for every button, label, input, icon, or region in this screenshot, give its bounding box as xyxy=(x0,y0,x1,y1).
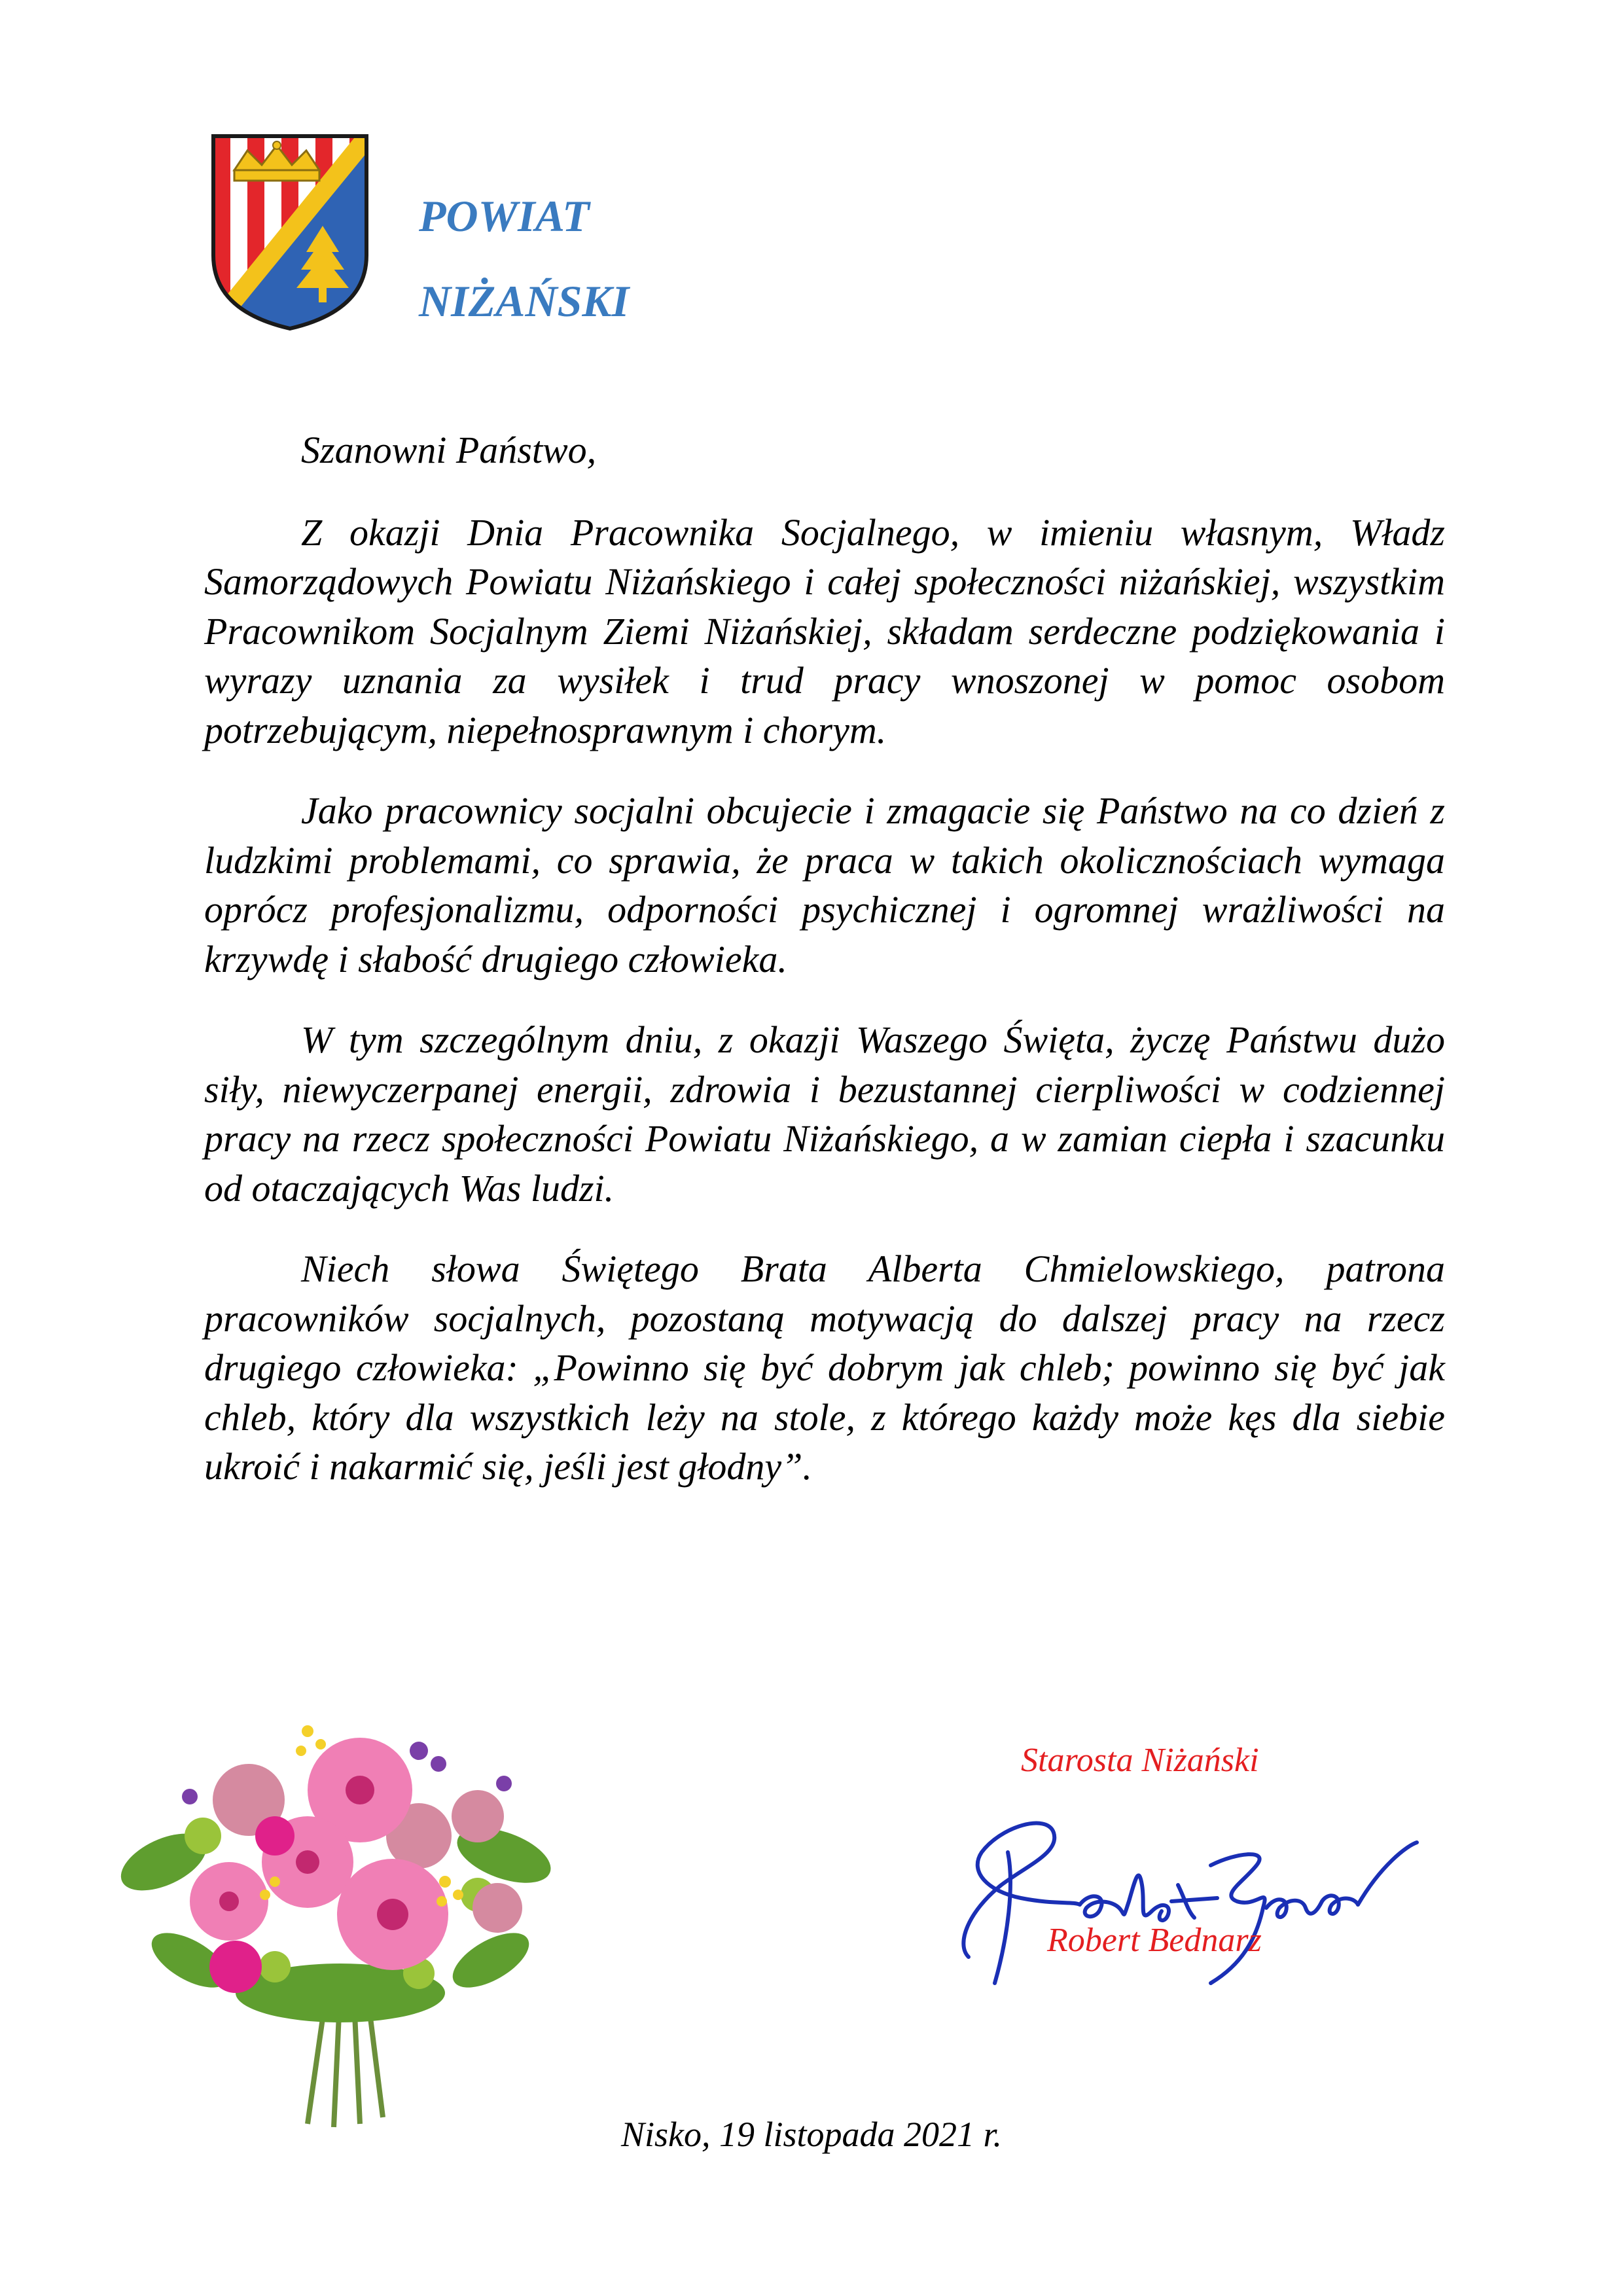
coat-of-arms-icon xyxy=(208,131,372,334)
paragraph-2: Jako pracownicy socjalni obcujecie i zmagacie się Państwo na co dzień z ludzkimi problemami, co sprawia, że praca w takich okolicznościach wymaga oprócz profesjonalizmu, odporności psychicznej i ogromnej wrażliwości na krzywdę i słabość drugiego człowieka. xyxy=(204,789,1445,980)
signature-title: Starosta Niżański xyxy=(1021,1742,1259,1779)
place-and-date: Nisko, 19 listopada 2021 r. xyxy=(620,2115,1003,2154)
header-title xyxy=(419,173,629,344)
salutation: Szanowni Państwo, xyxy=(301,429,597,471)
paragraph-1: Z okazji Dnia Pracownika Socjalnego, w imieniu własnym, Władz Samorządowych Powiatu Niżańskiego i całej społeczności niżańskiej, wszystkim Pracownikom Socjalnym Ziemi Niżańskiej, składam serdeczne podziękowania i wyrazy uznania za wysiłek i trud pracy wnoszonej w pomoc osobom potrzebującym, niepełnosprawnym i chorym. xyxy=(204,511,1445,751)
paragraph-3: W tym szczególnym dniu, z okazji Waszego Święta, życzę Państwu dużo siły, niewyczerpanej energii, zdrowia i bezustannej cierpliwości w codziennej pracy na rzecz społeczności Powiatu Niżańskiego, a w zamian ciepła i szacunku od otaczających Was ludzi. xyxy=(204,1018,1445,1210)
letter-body xyxy=(204,425,1445,1523)
flower-bouquet-icon xyxy=(111,1685,569,2130)
header-title-line2: NIŻAŃSKI xyxy=(419,276,630,326)
header-title-line1: POWIAT xyxy=(419,191,590,241)
signature-name: Robert Bednarz xyxy=(1047,1922,1262,1959)
paragraph-4: Niech słowa Świętego Brata Alberta Chmielowskiego, patrona pracowników socjalnych, pozostaną motywacją do dalszej pracy na rzecz drugiego człowieka: „Powinno się być dobrym jak chleb; powinno się być jak chleb, który dla wszystkich leży na stole, z którego każdy może kęs dla siebie ukroić i nakarmić się, jeśli jest głodny”. xyxy=(204,1247,1445,1488)
handwritten-signature xyxy=(929,1787,1427,1996)
